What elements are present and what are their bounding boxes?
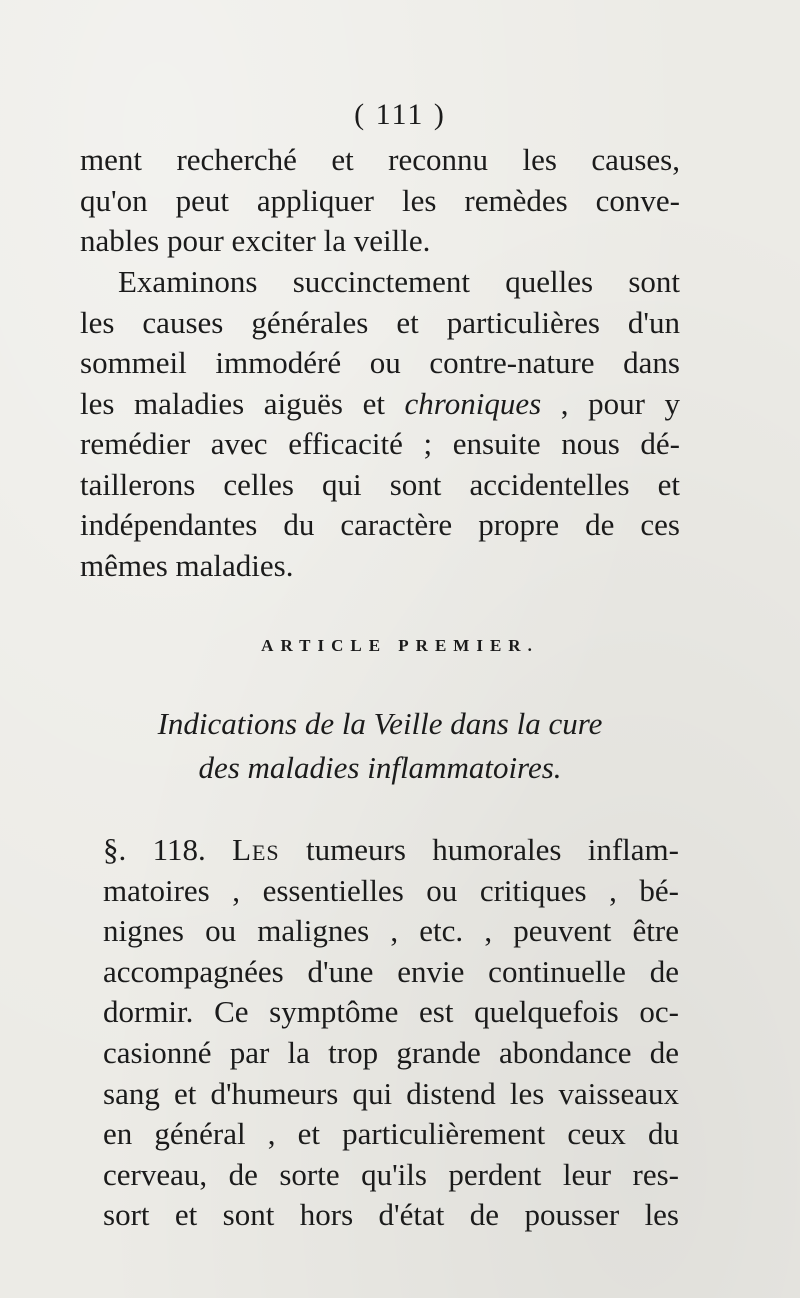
- text-line: les causes générales et particulières d'un: [80, 304, 680, 340]
- page-number: ( 111 ): [354, 98, 446, 131]
- text-line: matoires , essentielles ou critiques , bé-: [103, 872, 679, 908]
- text-line: ment recherché et reconnu les causes,: [80, 142, 680, 177]
- text-line: en général , et particulièrement ceux du: [103, 1116, 679, 1152]
- text-line-with-italic: [80, 384, 680, 425]
- text-segment: tumeurs humorales inflam-: [279, 832, 679, 867]
- paragraph-section-118: [103, 830, 679, 1236]
- text-line: cerveau, de sorte qu'ils perdent leur res-: [103, 1156, 679, 1192]
- text-line: Examinons succinctement quelles sont: [118, 264, 680, 299]
- text-line: accompagnées d'une envie continuelle de: [103, 953, 679, 989]
- article-label: ARTICLE PREMIER.: [261, 636, 539, 655]
- text-line: casionné par la trop grande abondance de: [103, 1034, 679, 1070]
- lead-word: Les: [232, 832, 280, 867]
- text-segment: , pour y: [541, 385, 680, 421]
- text-line: taillerons celles qui sont accidentelles et: [80, 466, 680, 502]
- paragraph-continuation: [80, 140, 680, 262]
- paragraph-examinons: [80, 262, 680, 586]
- section-number: §. 118.: [103, 832, 233, 867]
- text-line: qu'on peut appliquer les remèdes conve-: [80, 182, 680, 218]
- text-line: sort et sont hors d'état de pousser les: [103, 1197, 679, 1233]
- text-line-first: [103, 830, 679, 871]
- heading-line: des maladies inflammatoires.: [198, 750, 562, 785]
- text-line: nables pour exciter la veille.: [80, 223, 431, 258]
- text-line: mêmes maladies.: [80, 547, 294, 583]
- text-line: nignes ou malignes , etc. , peuvent être: [103, 913, 679, 949]
- text-line: indépendantes du caractère propre de ces: [80, 507, 680, 542]
- text-line: sang et d'humeurs qui distend les vaisseaux: [103, 1075, 679, 1111]
- text-line: dormir. Ce symptôme est quelquefois oc-: [103, 994, 679, 1030]
- italic-word: chroniques: [404, 385, 542, 421]
- text-segment: les maladies aiguës et: [80, 385, 405, 421]
- heading-line: Indications de la Veille dans la cure: [157, 706, 603, 741]
- section-heading: [80, 702, 680, 790]
- text-line: sommeil immodéré ou contre-nature dans: [80, 345, 680, 380]
- text-line: remédier avec efficacité ; ensuite nous dé-: [80, 426, 680, 461]
